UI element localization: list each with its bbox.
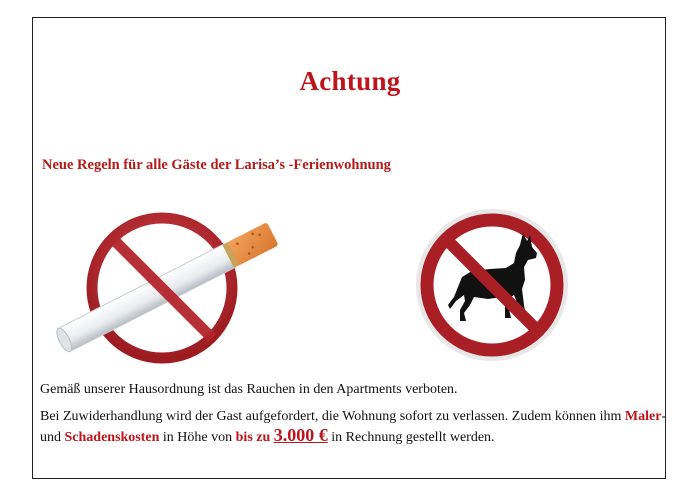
no-smoking-sign-icon (40, 200, 280, 370)
schadenskosten-highlight: Schadenskosten (64, 430, 160, 445)
penalty-text-4: in Rechnung gestellt werden. (327, 430, 495, 445)
maler-highlight: Maler (624, 409, 662, 424)
penalty-text-3: in Höhe von (159, 430, 236, 445)
bis-zu-highlight: bis zu (235, 430, 271, 445)
penalty-paragraph (40, 407, 670, 447)
penalty-text-1: Bei Zuwiderhandlung wird der Gast aufgefordert, die Wohnung sofort zu verlassen. Zudem können ihm (40, 409, 625, 424)
notice-subtitle: Neue Regeln für alle Gäste der Larisa’s -Ferienwohnung (42, 157, 391, 173)
no-dogs-sign-icon (410, 205, 575, 365)
penalty-text-2: - und (40, 409, 667, 445)
smoking-ban-paragraph: Gemäß unserer Hausordnung ist das Rauchen in den Apartments verboten. (40, 382, 458, 397)
penalty-amount: 3.000 € (273, 425, 328, 445)
page-title: Achtung (299, 66, 401, 96)
